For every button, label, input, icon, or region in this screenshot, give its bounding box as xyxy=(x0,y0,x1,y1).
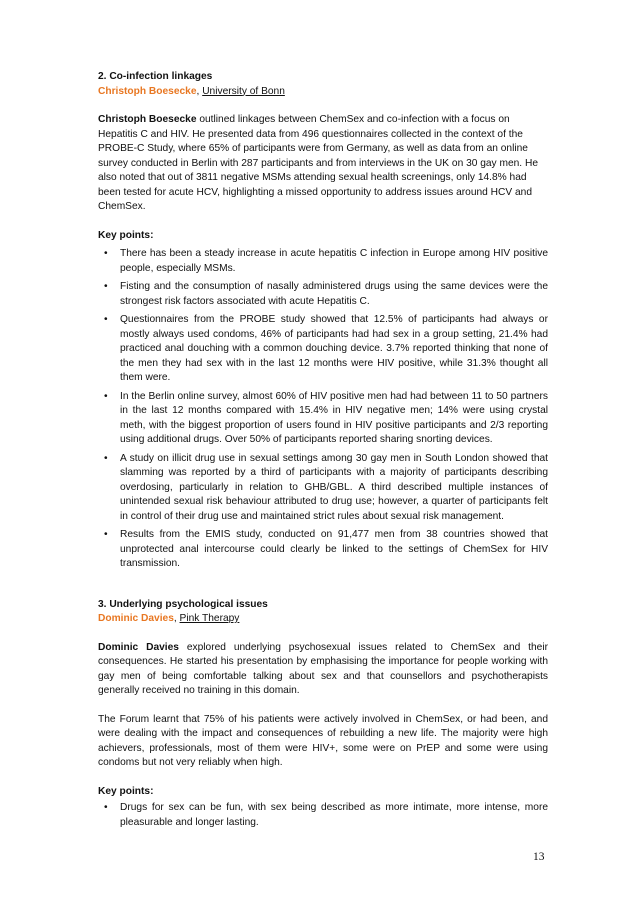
list-item xyxy=(98,280,548,309)
list-item xyxy=(98,247,548,276)
bullet-icon: • xyxy=(104,452,108,464)
affiliation-link[interactable]: University of Bonn xyxy=(202,85,285,97)
list-item-text: Fisting and the consumption of nasally administered drugs using the same devices were the strongest risk factors associated with acute Hepatitis C. xyxy=(120,281,548,307)
intro-paragraph xyxy=(98,113,548,215)
speaker-line xyxy=(98,612,548,627)
list-item xyxy=(98,528,548,572)
list-item-text: Questionnaires from the PROBE study showed that 12.5% of participants had always or mostly always used condoms, 46% of participants had had sex in a group setting, 21.4% had practiced anal douching with a common douching device. 3.7% reported thinking that none of the men they had sex with in the last 12 months were HIV positive, while 31.3% thought all them were. xyxy=(120,314,548,383)
section-heading: 3. Underlying psychological issues xyxy=(98,598,268,610)
bullet-icon: • xyxy=(104,529,108,540)
speaker-line xyxy=(98,85,548,100)
list-item xyxy=(98,313,548,386)
list-item xyxy=(98,801,548,830)
key-points-list xyxy=(98,247,548,572)
intro-text: outlined linkages between ChemSex and co-infection with a focus on Hepatitis C and HIV. He presented data from 496 questionnaires collected in the context of the PROBE-C Study, where 65% of participants were from Germany, as well as data from an online survey conducted in Berlin with 287 participants and from interviews in the UK on 30 gay men. He also noted that out of 3811 negative MSMs attending sexual health screenings, only 14.8% had been tested for acute HCV, highlighting a missed opportunity to address issues around HCV and ChemSex. xyxy=(98,114,538,212)
bullet-icon: • xyxy=(104,390,108,402)
bullet-icon: • xyxy=(104,802,108,813)
list-item-text: Results from the EMIS study, conducted on 91,477 men from 38 countries showed that unprotected anal intercourse could clearly be linked to the settings of ChemSex for HIV transmission. xyxy=(120,529,548,569)
page-number: 13 xyxy=(533,851,545,863)
list-item-text: There has been a steady increase in acute hepatitis C infection in Europe among HIV positive people, especially MSMs. xyxy=(120,248,548,274)
page-content xyxy=(98,70,548,830)
bullet-icon: • xyxy=(104,281,108,292)
intro-speaker: Christoph Boesecke xyxy=(98,114,197,125)
speaker-separator: , xyxy=(173,613,180,624)
list-item xyxy=(98,452,548,525)
speaker-separator: , xyxy=(196,85,203,97)
list-item-text: Drugs for sex can be fun, with sex being described as more intimate, more intense, more pleasurable and longer lasting. xyxy=(120,802,548,828)
list-item-text: A study on illicit drug use in sexual settings among 30 gay men in South London showed that slamming was reported by a third of participants with a majority of participants describing overdosing, particularly in relation to GHB/GBL. A third described multiple instances of unintended sexual risk behaviour attributed to drug use; however, a quarter of participants felt in control of their drug use and maintained strict rules about sexual risk management. xyxy=(120,452,548,522)
bullet-icon: • xyxy=(104,314,108,325)
intro-paragraph xyxy=(98,641,548,699)
key-points-label: Key points: xyxy=(98,785,154,797)
key-points-list xyxy=(98,801,548,830)
intro-speaker: Dominic Davies xyxy=(98,641,179,653)
speaker-name: Christoph Boesecke xyxy=(98,85,197,97)
list-item-text: In the Berlin online survey, almost 60% of HIV positive men had had between 11 to 50 partners in the last 12 months compared with 15.4% in HIV negative men; 14% were using crystal meth, with the biggest proportion of users found in HIV positive participants and 2/3 reporting using additional drugs. Over 50% of participants reported sharing snorting devices. xyxy=(120,390,548,445)
list-item xyxy=(98,390,548,448)
section-underlying-issues xyxy=(98,598,548,831)
affiliation-link[interactable]: Pink Therapy xyxy=(179,613,240,624)
bullet-icon: • xyxy=(104,248,108,259)
section-heading: 2. Co-infection linkages xyxy=(98,71,213,82)
body-paragraph: The Forum learnt that 75% of his patients were actively involved in ChemSex, or had been, and were dealing with the impact and consequences of rebuilding a new life. The majority were high achievers, professionals, most of them were HIV+, some were on PrEP and some were using condoms but not very reliably when high. xyxy=(98,713,548,768)
key-points-label: Key points: xyxy=(98,229,154,241)
intro-text: explored underlying psychosexual issues related to ChemSex and their consequences. He started his presentation by emphasising the importance for people working with gay men of being comfortable talking about sex and that counsellors and psychotherapists generally received no training in this domain. xyxy=(98,641,548,696)
speaker-name: Dominic Davies xyxy=(98,613,174,624)
